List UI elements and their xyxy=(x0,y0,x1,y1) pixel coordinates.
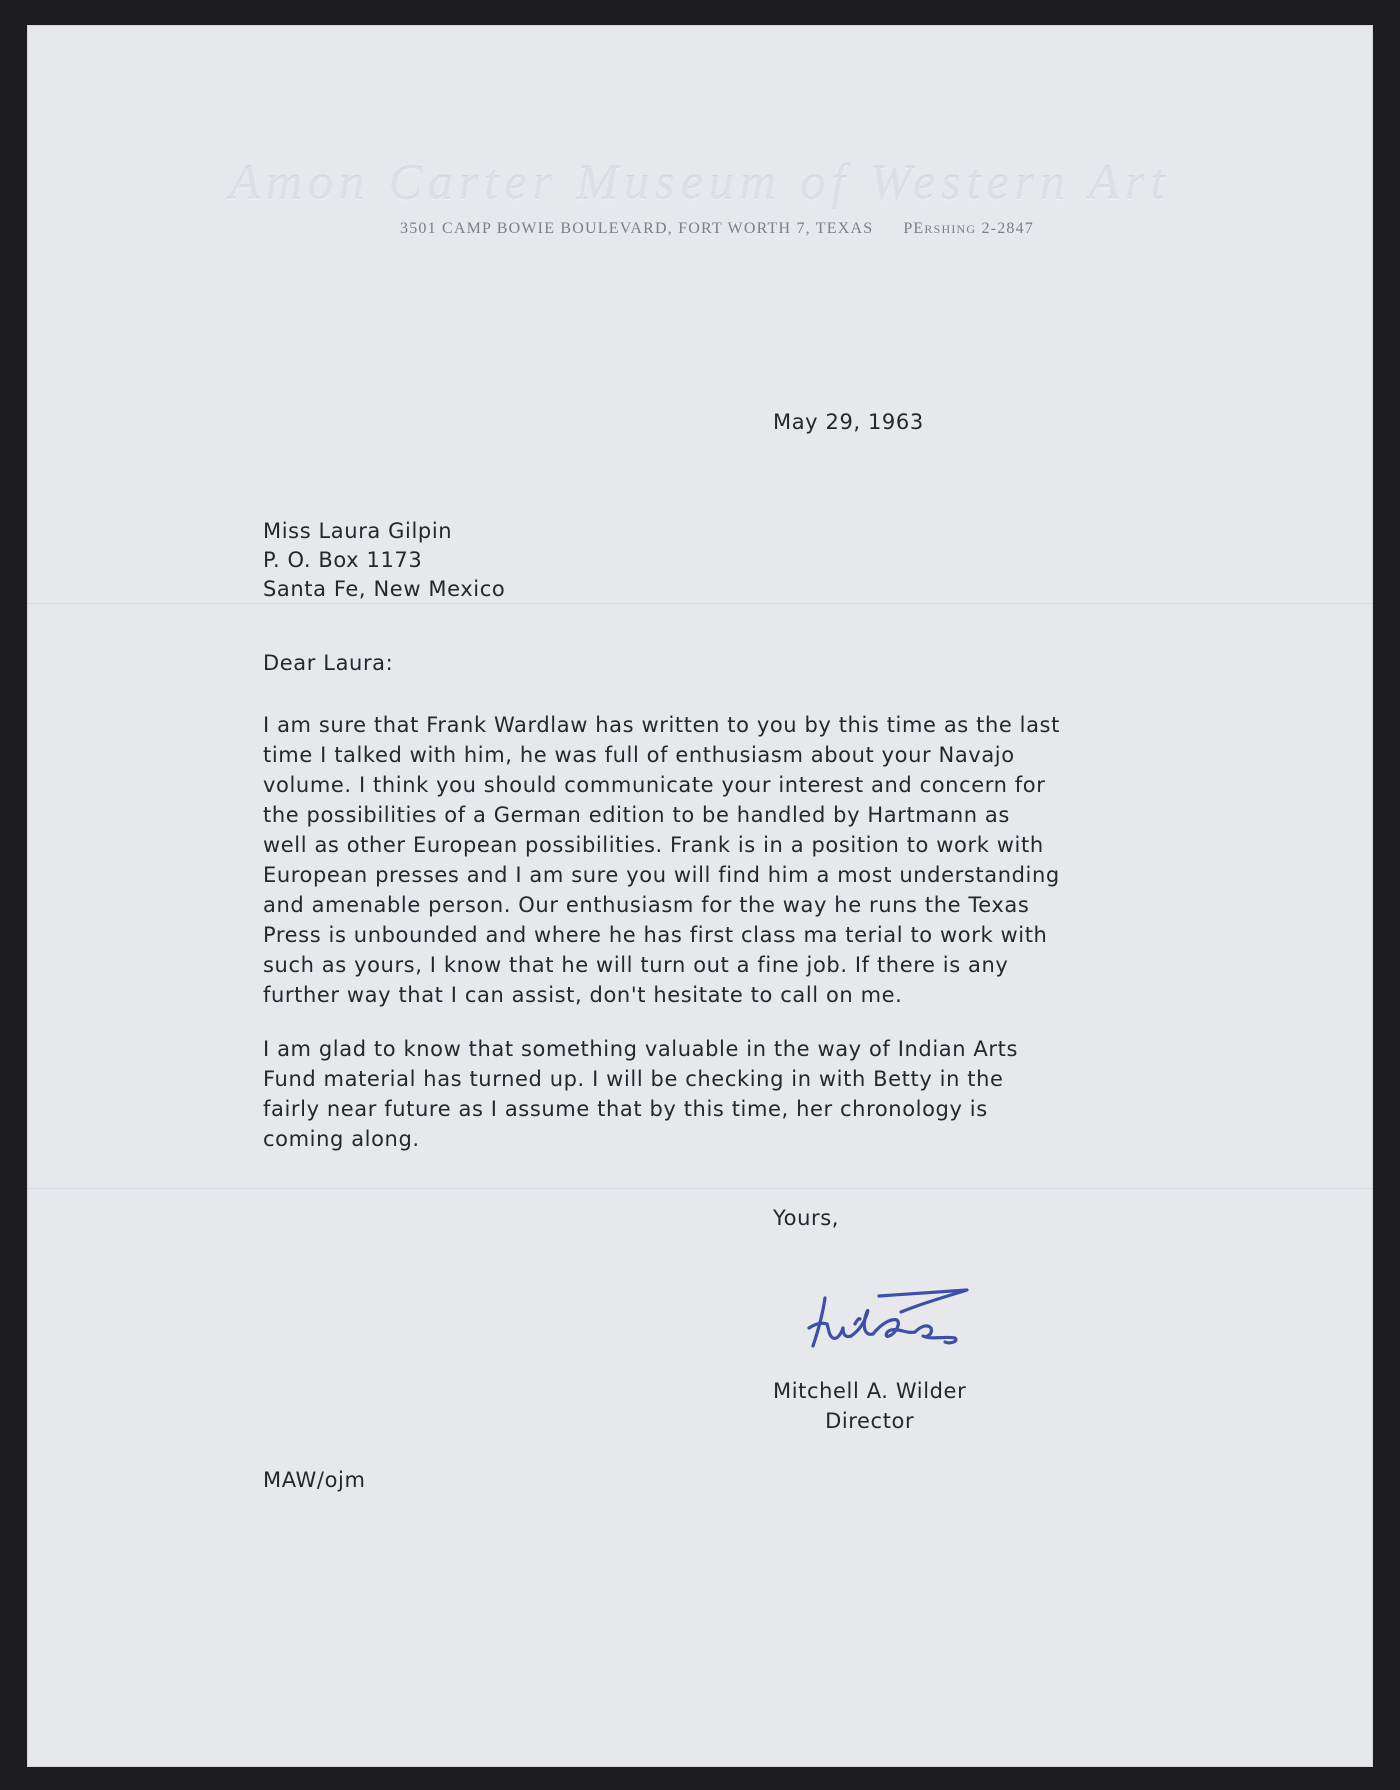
letter-date: May 29, 1963 xyxy=(773,410,924,434)
paragraph-line: I am glad to know that something valuable in the way of Indian Arts xyxy=(263,1037,1018,1061)
letterhead-street: 3501 CAMP BOWIE BOULEVARD, FORT WORTH 7, TEXAS xyxy=(400,220,874,237)
paragraph-line: time I talked with him, he was full of enthusiasm about your Navajo xyxy=(263,743,1015,767)
paragraph-line: such as yours, I know that he will turn out a fine job. If there is any xyxy=(263,953,1009,977)
paragraph-line: and amenable person. Our enthusiasm for the way he runs the Texas xyxy=(263,893,1030,917)
letterhead-phone-number: 2-2847 xyxy=(981,220,1034,237)
recipient-name: Miss Laura Gilpin xyxy=(263,519,453,543)
letterhead-phone-exchange: RSHING xyxy=(924,222,977,236)
letterhead-phone-prefix: PE xyxy=(903,220,925,237)
fold-crease-lower xyxy=(27,1188,1373,1189)
recipient-box: P. O. Box 1173 xyxy=(263,548,423,572)
letterhead-museum-name: Amon Carter Museum of Western Art xyxy=(229,154,1171,210)
signer-title: Director xyxy=(825,1409,915,1433)
paragraph-line: Fund material has turned up. I will be checking in with Betty in the xyxy=(263,1067,1004,1091)
paragraph-line: fairly near future as I assume that by this time, her chronology is xyxy=(263,1097,988,1121)
paragraph-line: European presses and I am sure you will find him a most understanding xyxy=(263,863,1060,887)
paragraph-line: coming along. xyxy=(263,1127,420,1151)
signer-block xyxy=(773,1376,966,1436)
paragraph-line: volume. I think you should communicate your interest and concern for xyxy=(263,773,1046,797)
recipient-city: Santa Fe, New Mexico xyxy=(263,577,506,601)
typist-initials: MAW/ojm xyxy=(263,1468,366,1492)
recipient-address xyxy=(263,517,505,604)
paragraph-line: further way that I can assist, don't hesitate to call on me. xyxy=(263,983,903,1007)
fold-crease-upper xyxy=(27,603,1373,604)
salutation: Dear Laura: xyxy=(263,651,394,675)
closing: Yours, xyxy=(773,1206,840,1230)
body-paragraph-2 xyxy=(263,1034,1163,1154)
paragraph-line: well as other European possibilities. Frank is in a position to work with xyxy=(263,833,1044,857)
paragraph-line: the possibilities of a German edition to be handled by Hartmann as xyxy=(263,803,1010,827)
paragraph-line: I am sure that Frank Wardlaw has written to you by this time as the last xyxy=(263,713,1060,737)
letterhead-phone xyxy=(903,220,1034,237)
body-paragraph-1 xyxy=(263,710,1163,1010)
letterhead-address xyxy=(27,220,1373,238)
handwritten-signature xyxy=(805,1284,975,1364)
paragraph-line: Press is unbounded and where he has first class ma terial to work with xyxy=(263,923,1048,947)
signer-name: Mitchell A. Wilder xyxy=(773,1379,967,1403)
